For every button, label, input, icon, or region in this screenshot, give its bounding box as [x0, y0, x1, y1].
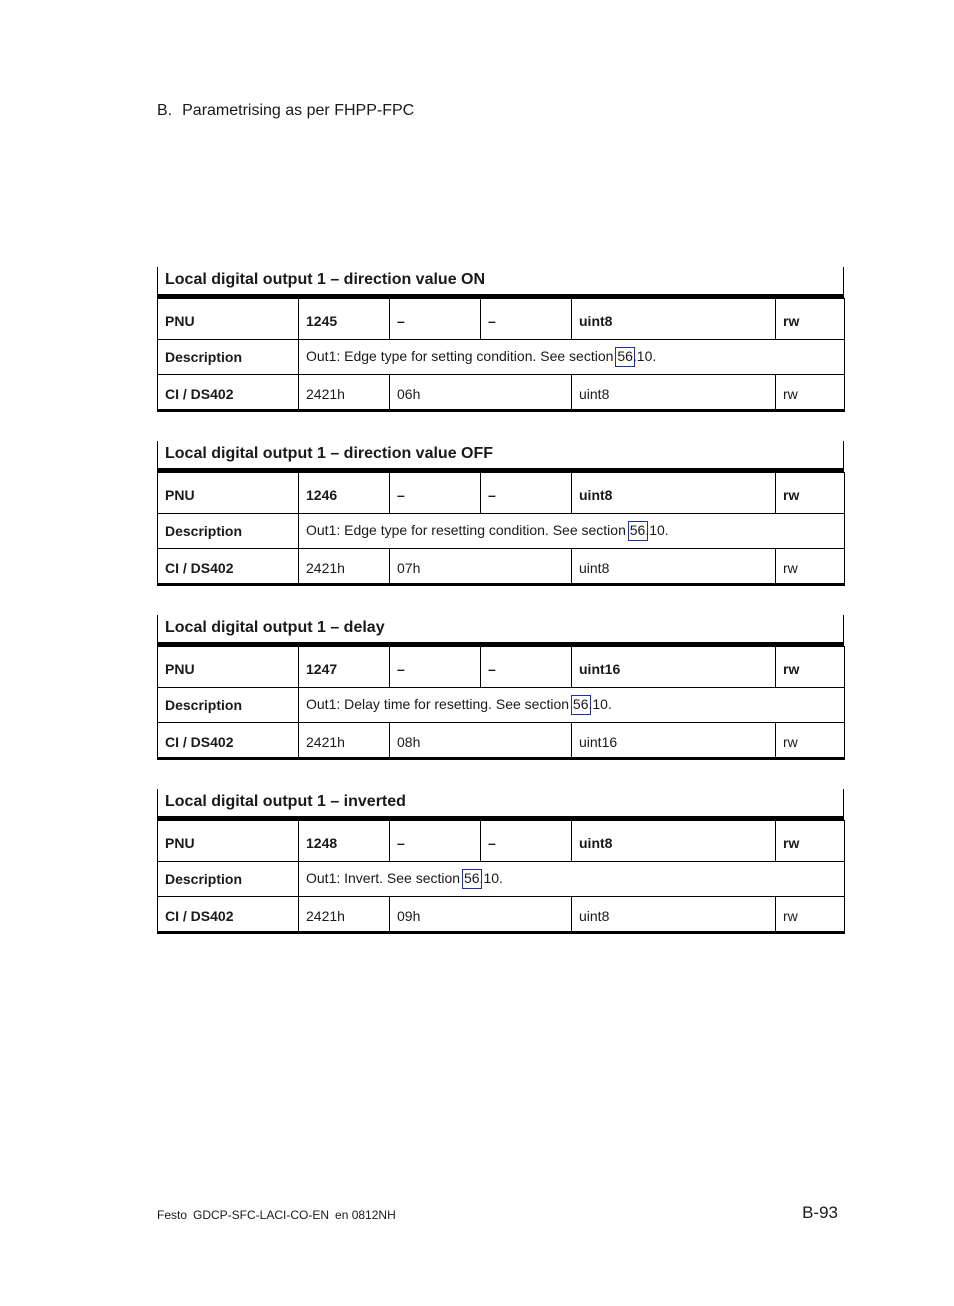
ci-label: CI / DS402	[158, 897, 299, 933]
parameter-block	[157, 441, 844, 586]
subindex-to: –	[481, 473, 572, 514]
parameter-table	[157, 472, 845, 586]
parameter-title: Local digital output 1 – delay	[157, 615, 844, 646]
pnu-value: 1247	[299, 647, 390, 688]
section-link[interactable]: n 5	[452, 870, 472, 886]
ci-subindex: 06h	[390, 375, 572, 411]
data-type: uint8	[572, 473, 776, 514]
description-row	[158, 514, 845, 549]
pnu-label: PNU	[158, 647, 299, 688]
ci-access: rw	[776, 375, 845, 411]
access-mode: rw	[776, 299, 845, 340]
pnu-label: PNU	[158, 473, 299, 514]
parameter-table	[157, 820, 845, 934]
section-link[interactable]: n 5	[605, 348, 626, 364]
access-mode: rw	[776, 473, 845, 514]
pnu-label: PNU	[158, 299, 299, 340]
ci-index: 2421h	[299, 375, 390, 411]
pnu-row	[158, 473, 845, 514]
parameter-table	[157, 646, 845, 760]
parameter-title: Local digital output 1 – inverted	[157, 789, 844, 820]
page-footer	[157, 1208, 396, 1222]
ci-index: 2421h	[299, 723, 390, 759]
description-label: Description	[158, 340, 299, 375]
ci-type: uint8	[572, 897, 776, 933]
ci-type: uint8	[572, 549, 776, 585]
description-after: 6.10.	[471, 870, 503, 886]
pnu-value: 1245	[299, 299, 390, 340]
ci-index: 2421h	[299, 897, 390, 933]
subindex-to: –	[481, 299, 572, 340]
pnu-row	[158, 299, 845, 340]
pnu-value: 1248	[299, 821, 390, 862]
ci-row	[158, 549, 845, 585]
description-row	[158, 862, 845, 897]
footer-doc-id: GDCP-SFC-LACI-CO-EN	[193, 1208, 330, 1222]
description-text	[299, 340, 845, 375]
pnu-row	[158, 821, 845, 862]
ci-row	[158, 897, 845, 933]
parameter-block	[157, 267, 844, 412]
ci-label: CI / DS402	[158, 375, 299, 411]
subindex-from: –	[390, 473, 481, 514]
ci-row	[158, 375, 845, 411]
description-before: Out1: Edge type for setting condition. See sectio	[306, 348, 606, 364]
description-text	[299, 862, 845, 897]
parameter-table	[157, 298, 845, 412]
subindex-to: –	[481, 821, 572, 862]
ci-subindex: 08h	[390, 723, 572, 759]
ci-subindex: 07h	[390, 549, 572, 585]
subindex-from: –	[390, 299, 481, 340]
ci-label: CI / DS402	[158, 549, 299, 585]
description-label: Description	[158, 688, 299, 723]
description-after: 6.10.	[625, 348, 657, 364]
description-text	[299, 514, 845, 549]
pnu-label: PNU	[158, 821, 299, 862]
description-before: Out1: Delay time for resetting. See sectio	[306, 696, 562, 712]
parameter-title: Local digital output 1 – direction value OFF	[157, 441, 844, 472]
chapter-title: Parametrising as per FHPP-FPC	[182, 102, 415, 119]
chapter-letter: B.	[157, 102, 173, 119]
description-label: Description	[158, 862, 299, 897]
description-text	[299, 688, 845, 723]
ci-type: uint16	[572, 723, 776, 759]
page-header	[157, 102, 414, 120]
data-type: uint8	[572, 299, 776, 340]
access-mode: rw	[776, 821, 845, 862]
subindex-to: –	[481, 647, 572, 688]
ci-subindex: 09h	[390, 897, 572, 933]
description-after: 6.10.	[637, 522, 669, 538]
ci-type: uint8	[572, 375, 776, 411]
ci-label: CI / DS402	[158, 723, 299, 759]
description-label: Description	[158, 514, 299, 549]
description-row	[158, 340, 845, 375]
ci-index: 2421h	[299, 549, 390, 585]
parameter-title: Local digital output 1 – direction value ON	[157, 267, 844, 298]
footer-edition: en 0812NH	[335, 1208, 396, 1222]
ci-access: rw	[776, 549, 845, 585]
data-type: uint8	[572, 821, 776, 862]
ci-row	[158, 723, 845, 759]
pnu-row	[158, 647, 845, 688]
description-before: Out1: Invert. See sectio	[306, 870, 453, 886]
pnu-value: 1246	[299, 473, 390, 514]
description-row	[158, 688, 845, 723]
ci-access: rw	[776, 723, 845, 759]
parameter-block	[157, 789, 844, 934]
footer-brand: Festo	[157, 1208, 188, 1222]
ci-access: rw	[776, 897, 845, 933]
section-link[interactable]: n 5	[561, 696, 581, 712]
page-number: B-93	[802, 1203, 838, 1222]
description-before: Out1: Edge type for resetting condition. See sectio	[306, 522, 619, 538]
subindex-from: –	[390, 647, 481, 688]
access-mode: rw	[776, 647, 845, 688]
subindex-from: –	[390, 821, 481, 862]
section-link[interactable]: n 5	[618, 522, 638, 538]
data-type: uint16	[572, 647, 776, 688]
description-after: 6.10.	[580, 696, 612, 712]
parameter-block	[157, 615, 844, 760]
